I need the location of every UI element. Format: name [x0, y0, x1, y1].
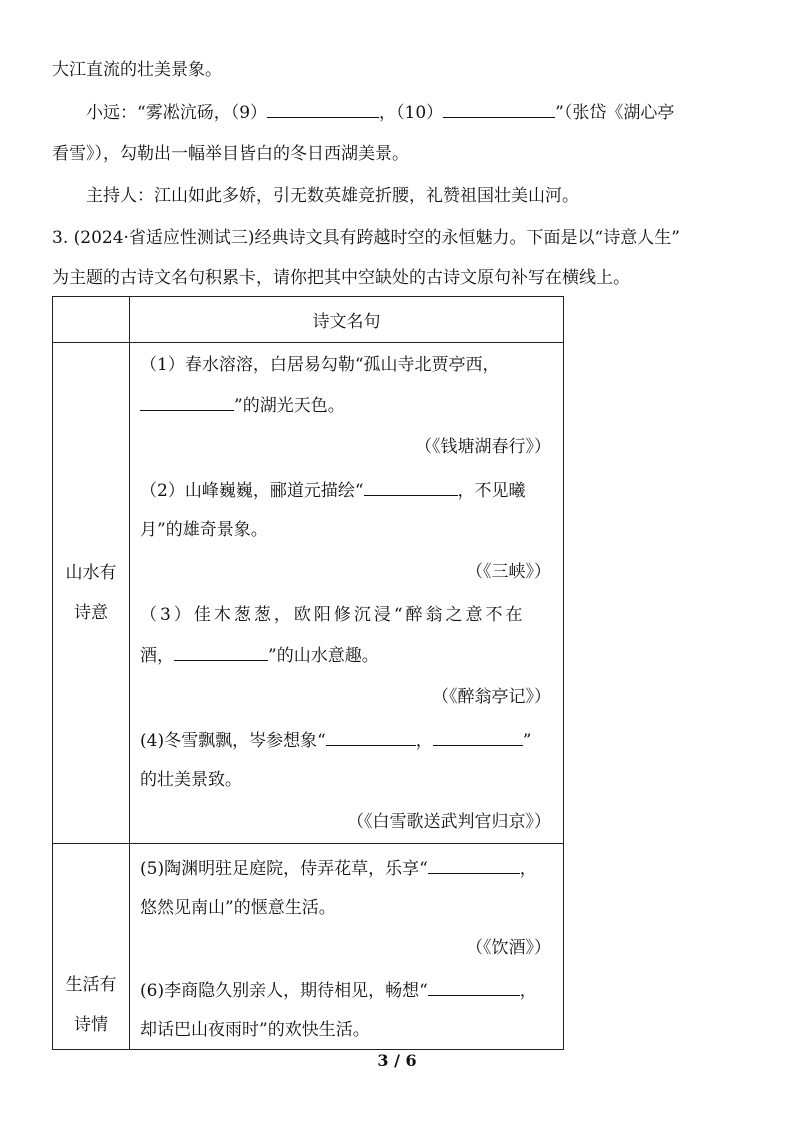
page-number: 3 / 6 [377, 1051, 417, 1070]
entry-5-text-a: (5)陶渊明驻足庭院，侍弄花草，乐享“ [140, 859, 428, 879]
entry-2-line-a [140, 478, 526, 503]
xiaoyuan-text-d: 看雪》），勾勒出一幅举目皆白的冬日西湖美景。 [52, 144, 409, 164]
entry-6-text-a2: ， [519, 981, 537, 1001]
entry-6-line-b [140, 1018, 370, 1042]
entry-4-text-a3: ” [522, 731, 532, 751]
host-line [86, 184, 579, 208]
entry-4-text-a: (4)冬雪飘飘，岑参想象“ [140, 731, 326, 751]
entry-1-source: （《钱塘湖春行》） [415, 437, 551, 457]
entry-2-line-b [140, 518, 268, 542]
blank-4b[interactable] [433, 728, 523, 746]
question-text-2: 为主题的古诗文名句积累卡，请你把其中空缺处的古诗文原句补写在横线上。 [52, 268, 630, 288]
entry-3-text-a: （3）佳木葱葱，欧阳修沉浸“醉翁之意不在 [140, 605, 526, 625]
category-landscape-line2: 诗意 [74, 603, 108, 623]
xiaoyuan-text-a: 小远：“雾凇沆砀，（9） [86, 103, 268, 123]
entry-3-text-b2: ”的山水意趣。 [268, 646, 379, 666]
entry-3-source: （《醉翁亭记》） [432, 687, 551, 707]
host-text: 主持人：江山如此多娇，引无数英雄竞折腰，礼赞祖国壮美山河。 [86, 186, 579, 206]
xiaoyuan-line-2 [52, 142, 409, 166]
entry-4-line-b [140, 768, 242, 792]
entry-6-text-a: (6)李商隐久别亲人，期待相见，畅想“ [140, 981, 428, 1001]
category-landscape-line1: 山水有 [65, 563, 117, 583]
intro-text: 大江直流的壮美景象。 [52, 60, 222, 80]
entry-1-line-b [140, 393, 345, 418]
entry-4-source: （《白雪歌送武判官归京》） [347, 812, 551, 832]
entry-5-text-b: 悠然见南山”的惬意生活。 [140, 898, 336, 918]
category-landscape [53, 343, 130, 844]
xiaoyuan-text-c: ”（张岱《湖心亭 [555, 103, 675, 123]
question-text-1: 3. (2024·省适应性测试三)经典诗文具有跨越时空的永恒魅力。下面是以“诗意人生” [52, 228, 680, 248]
blank-1[interactable] [140, 393, 234, 411]
question-line-1 [52, 226, 680, 250]
header-empty-cell [53, 297, 130, 343]
poem-card-table [52, 296, 564, 1050]
entry-3-line-b [140, 643, 379, 668]
entry-2-text-a: （2）山峰巍巍，郦道元描绘“ [140, 481, 364, 501]
entry-1-text-a: （1）春水溶溶，白居易勾勒“孤山寺北贾亭西， [140, 355, 500, 375]
entry-4-text-b: 的壮美景致。 [140, 770, 242, 790]
entry-2-text-a2: ，不见曦 [457, 481, 526, 501]
question-line-2 [52, 266, 630, 290]
entry-5-line-a [140, 856, 537, 881]
header-cell: 诗文名句 [130, 297, 564, 343]
blank-2[interactable] [364, 478, 458, 496]
landscape-entries [130, 343, 564, 844]
category-life-line2: 诗情 [74, 1015, 108, 1035]
category-life [53, 844, 130, 1050]
blank-6[interactable] [428, 978, 520, 996]
xiaoyuan-line [86, 100, 674, 125]
blank-4a[interactable] [326, 728, 416, 746]
entry-6-text-b: 却话巴山夜雨时”的欢快生活。 [140, 1020, 370, 1040]
entry-2-source: （《三峡》） [466, 562, 551, 582]
intro-line [52, 58, 222, 82]
entry-5-text-a2: ， [519, 859, 537, 879]
entry-4-line-a [140, 728, 531, 753]
entry-3-line-a [140, 603, 526, 627]
entry-6-line-a [140, 978, 537, 1003]
entry-1-text-b: ”的湖光天色。 [234, 396, 345, 416]
entry-5-line-b [140, 896, 336, 920]
entry-1-line-a [140, 353, 500, 377]
blank-10[interactable] [443, 100, 555, 118]
entry-4-text-a2: ， [415, 731, 433, 751]
blank-3[interactable] [174, 643, 268, 661]
entry-5-source: （《饮酒》） [466, 938, 551, 958]
blank-5[interactable] [428, 856, 520, 874]
entry-2-text-b: 月”的雄奇景象。 [140, 520, 268, 540]
life-entries [130, 844, 564, 1050]
entry-3-text-b: 酒， [140, 646, 174, 666]
category-life-line1: 生活有 [65, 975, 117, 995]
blank-9[interactable] [267, 100, 379, 118]
xiaoyuan-text-b: ，（10） [379, 103, 444, 123]
